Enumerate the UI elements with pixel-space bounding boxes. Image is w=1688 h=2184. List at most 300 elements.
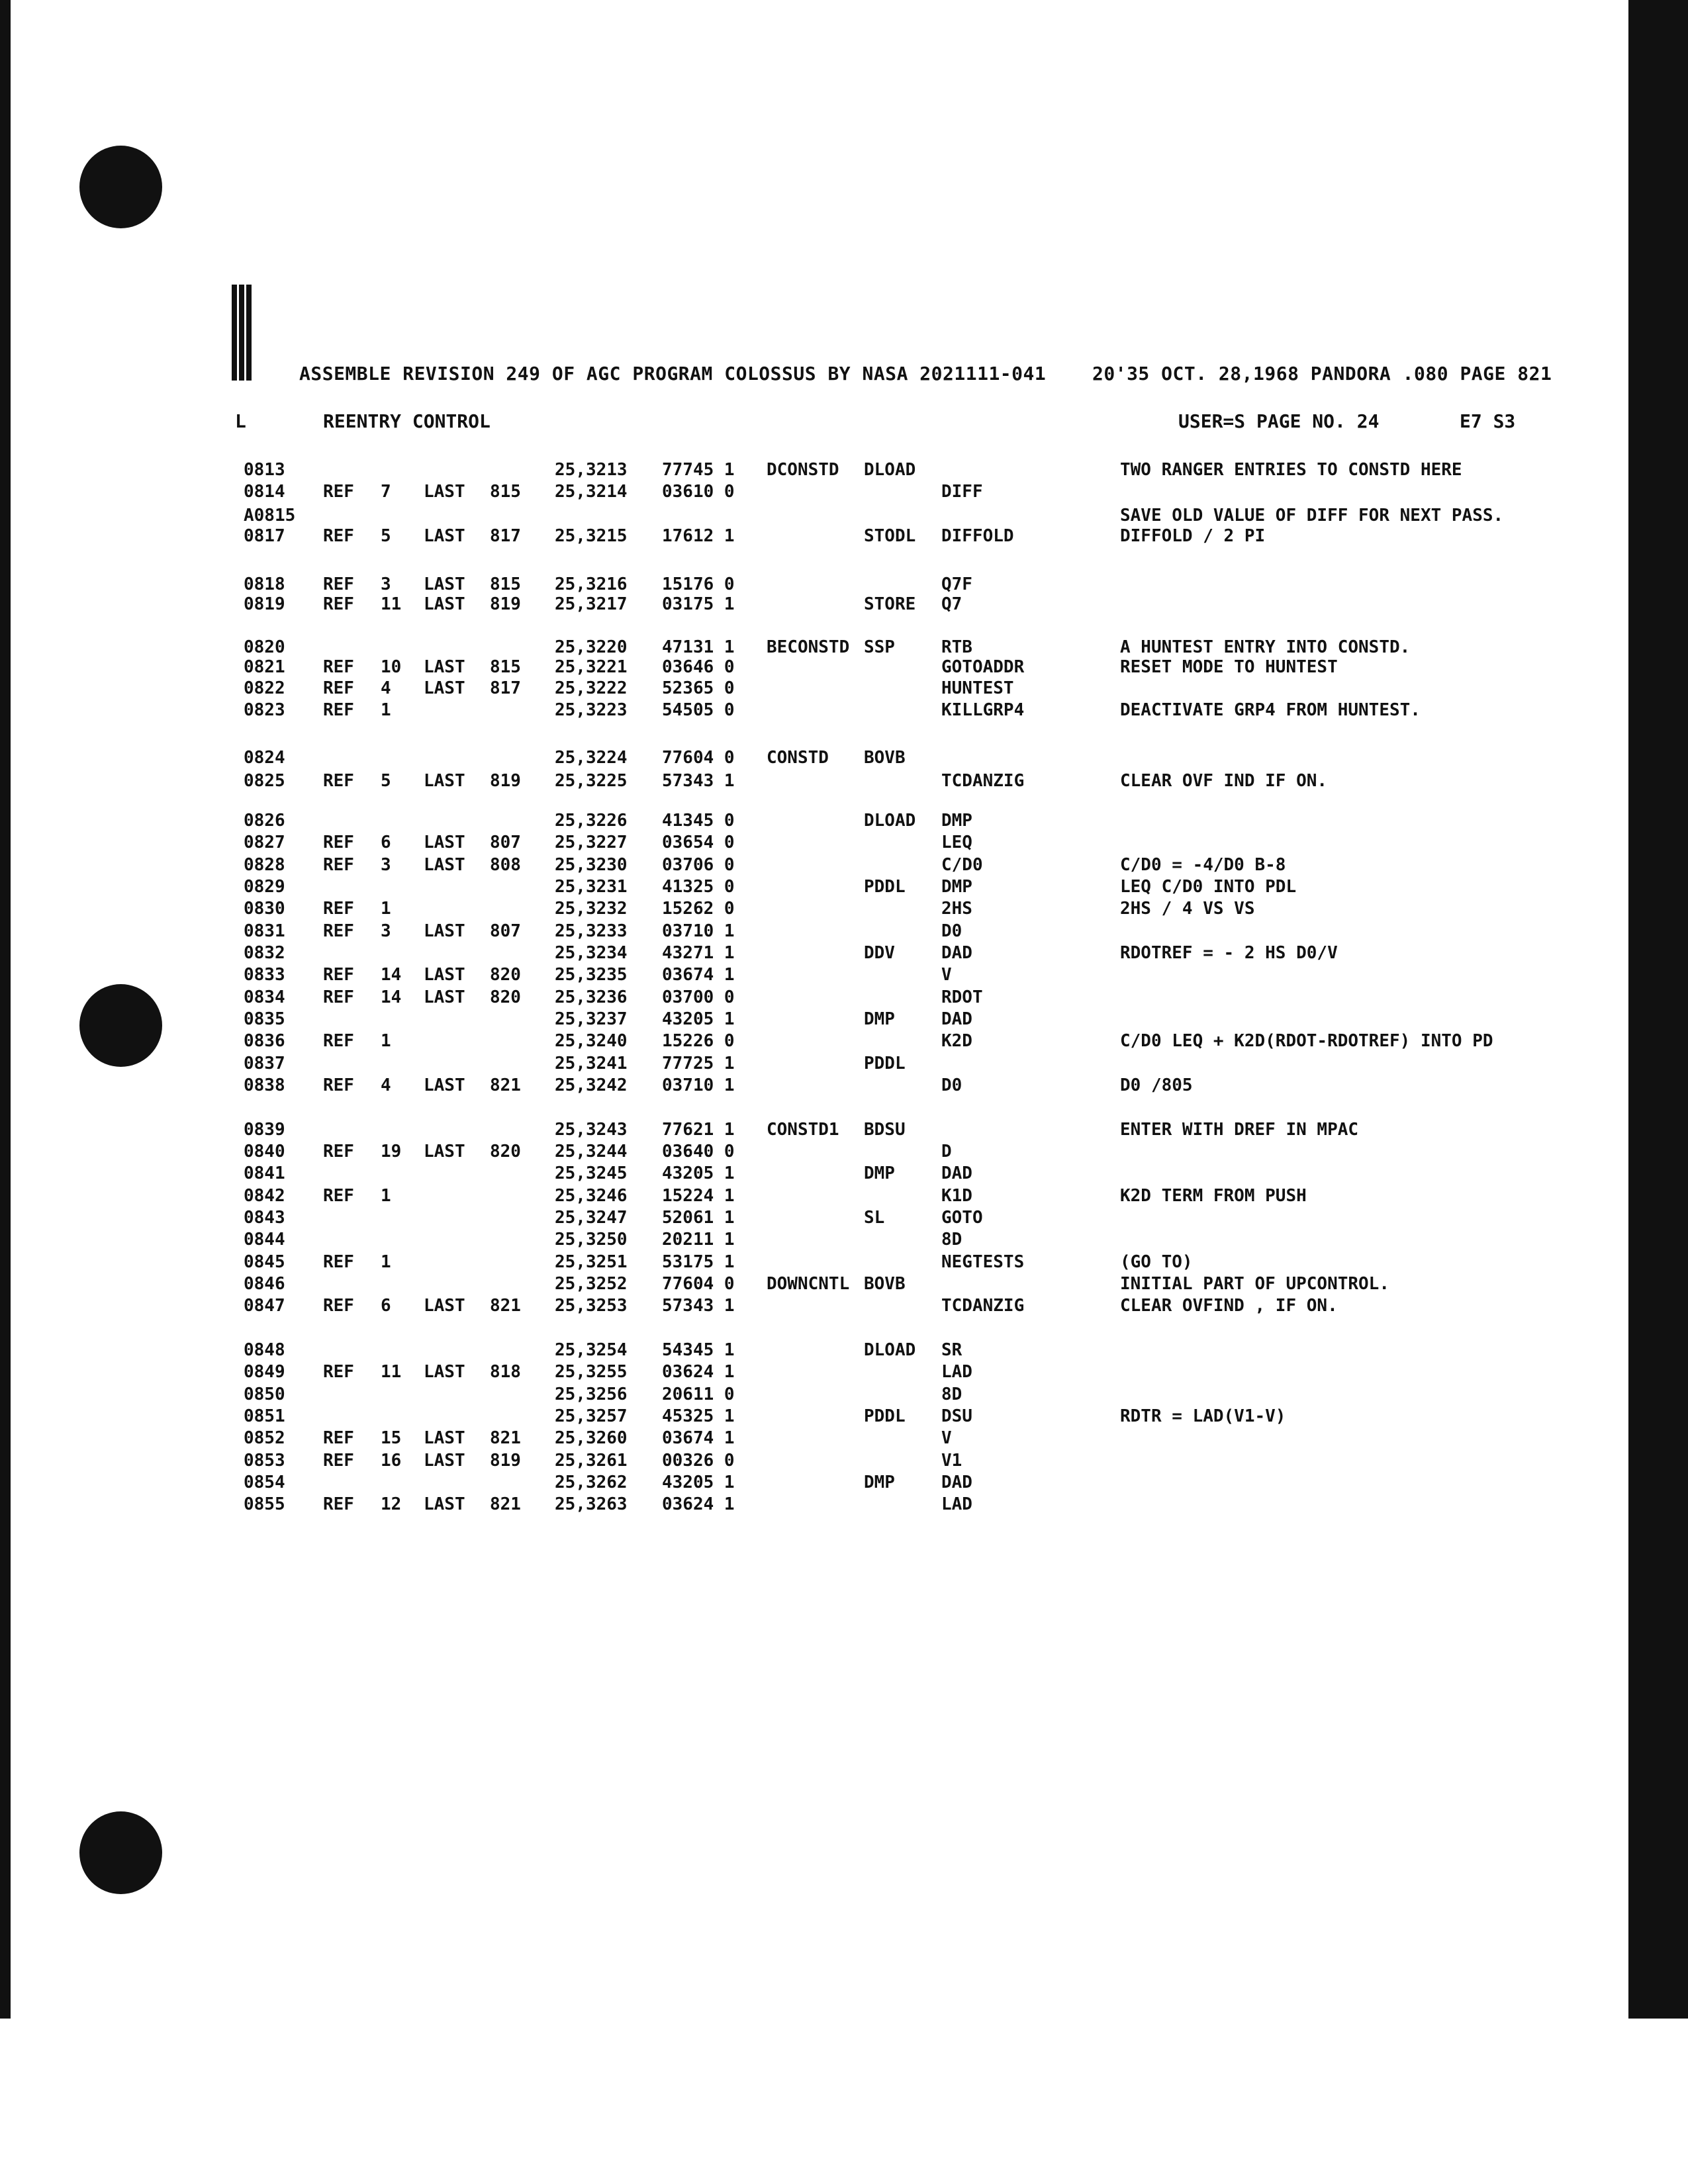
ref-marker: REF [323,965,354,985]
last-line: 815 [490,657,521,677]
ref-marker: REF [323,1075,354,1095]
listing-row [0,1296,1688,1318]
comment: TWO RANGER ENTRIES TO CONSTD HERE [1120,460,1462,480]
line-number: 0847 [244,1296,285,1316]
operand: SR [941,1340,962,1360]
ref-marker: REF [323,1296,354,1316]
last-line: 820 [490,1142,521,1161]
operand: DAD [941,1473,972,1492]
line-number: 0826 [244,811,285,831]
octal-code: 77604 0 [662,1274,735,1294]
last-marker: LAST [424,574,465,594]
octal-code: 54505 0 [662,700,735,720]
listing-row [0,1054,1688,1075]
line-number: 0822 [244,678,285,698]
line-number: 0836 [244,1031,285,1051]
operand: DMP [941,811,972,831]
address: 25,3256 [555,1385,628,1404]
listing-row [0,700,1688,722]
last-marker: LAST [424,678,465,698]
last-line: 807 [490,921,521,941]
address: 25,3215 [555,526,628,546]
ref-count: 15 [381,1428,402,1448]
ref-count: 1 [381,1186,391,1206]
ref-count: 3 [381,855,391,875]
listing-row [0,771,1688,793]
ref-count: 5 [381,526,391,546]
listing-row [0,1362,1688,1384]
line-number: 0828 [244,855,285,875]
octal-code: 03610 0 [662,482,735,502]
operand: HUNTEST [941,678,1014,698]
last-marker: LAST [424,1494,465,1514]
ref-marker: REF [323,1142,354,1161]
listing-row [0,657,1688,679]
operand: K1D [941,1186,972,1206]
line-number: 0814 [244,482,285,502]
bottom-margin [0,2019,1688,2184]
line-number: 0850 [244,1385,285,1404]
last-line: 817 [490,678,521,698]
octal-code: 17612 1 [662,526,735,546]
ref-marker: REF [323,574,354,594]
last-marker: LAST [424,482,465,502]
operand: RTB [941,637,972,657]
last-marker: LAST [424,987,465,1007]
line-number: 0853 [244,1451,285,1471]
operand: D0 [941,921,962,941]
operand: NEGTESTS [941,1252,1025,1272]
octal-code: 77745 1 [662,460,735,480]
line-number: 0840 [244,1142,285,1161]
ref-marker: REF [323,987,354,1007]
operand: RDOT [941,987,983,1007]
operand: 8D [941,1385,962,1404]
address: 25,3221 [555,657,628,677]
octal-code: 57343 1 [662,1296,735,1316]
address: 25,3223 [555,700,628,720]
listing-row [0,1120,1688,1142]
address: 25,3251 [555,1252,628,1272]
assembly-header: ASSEMBLE REVISION 249 OF AGC PROGRAM COLOSSUS BY NASA 2021111-041 [299,363,1047,385]
opcode: STODL [864,526,916,546]
line-number: 0841 [244,1163,285,1183]
ref-marker: REF [323,921,354,941]
last-line: 820 [490,987,521,1007]
ref-count: 4 [381,1075,391,1095]
line-number: 0834 [244,987,285,1007]
line-number: 0813 [244,460,285,480]
comment: LEQ C/D0 INTO PDL [1120,877,1297,897]
line-number: 0821 [244,657,285,677]
last-line: 815 [490,482,521,502]
ref-count: 3 [381,921,391,941]
octal-code: 00326 0 [662,1451,735,1471]
opcode: SL [864,1208,885,1228]
ref-marker: REF [323,1362,354,1382]
address: 25,3226 [555,811,628,831]
operand: LEQ [941,833,972,852]
comment: 2HS / 4 VS VS [1120,899,1255,919]
octal-code: 20611 0 [662,1385,735,1404]
operand: 8D [941,1230,962,1250]
last-line: 808 [490,855,521,875]
address: 25,3227 [555,833,628,852]
label: DCONSTD [767,460,839,480]
address: 25,3214 [555,482,628,502]
octal-code: 41345 0 [662,811,735,831]
address: 25,3263 [555,1494,628,1514]
operand: C/D0 [941,855,983,875]
opcode: SSP [864,637,895,657]
comment: C/D0 LEQ + K2D(RDOT-RDOTREF) INTO PD [1120,1031,1493,1051]
octal-code: 03654 0 [662,833,735,852]
listing-row [0,574,1688,596]
operand: DIFFOLD [941,526,1014,546]
address: 25,3260 [555,1428,628,1448]
last-line: 819 [490,1451,521,1471]
line-number: 0835 [244,1009,285,1029]
opcode: PDDL [864,877,906,897]
last-marker: LAST [424,1362,465,1382]
opcode: DLOAD [864,811,916,831]
line-number: 0845 [244,1252,285,1272]
address: 25,3231 [555,877,628,897]
revision-code: E7 S3 [1460,410,1516,432]
listing-row [0,1340,1688,1362]
comment: RDTR = LAD(V1-V) [1120,1406,1286,1426]
ref-count: 16 [381,1451,402,1471]
ref-marker: REF [323,1186,354,1206]
octal-code: 43205 1 [662,1009,735,1029]
operand: V [941,1428,952,1448]
ref-marker: REF [323,526,354,546]
opcode: PDDL [864,1406,906,1426]
label: BECONSTD [767,637,850,657]
last-line: 819 [490,594,521,614]
octal-code: 53175 1 [662,1252,735,1272]
comment: SAVE OLD VALUE OF DIFF FOR NEXT PASS. [1120,506,1504,525]
listing-row [0,987,1688,1009]
line-number: 0832 [244,943,285,963]
address: 25,3246 [555,1186,628,1206]
opcode: BDSU [864,1120,906,1140]
user-page-number: USER=S PAGE NO. 24 [1178,410,1380,432]
last-marker: LAST [424,594,465,614]
operand: K2D [941,1031,972,1051]
comment: CLEAR OVF IND IF ON. [1120,771,1328,791]
address: 25,3217 [555,594,628,614]
last-line: 817 [490,526,521,546]
listing-row [0,748,1688,770]
line-number: 0825 [244,771,285,791]
ref-marker: REF [323,1451,354,1471]
listing-row [0,877,1688,899]
operand: V1 [941,1451,962,1471]
octal-code: 03175 1 [662,594,735,614]
address: 25,3252 [555,1274,628,1294]
line-number: A0815 [244,506,296,525]
octal-code: 03674 1 [662,965,735,985]
comment: ENTER WITH DREF IN MPAC [1120,1120,1359,1140]
listing-row [0,1252,1688,1274]
octal-code: 03706 0 [662,855,735,875]
last-line: 821 [490,1494,521,1514]
address: 25,3245 [555,1163,628,1183]
address: 25,3224 [555,748,628,768]
octal-code: 43205 1 [662,1163,735,1183]
line-number: 0839 [244,1120,285,1140]
operand: DAD [941,1163,972,1183]
address: 25,3240 [555,1031,628,1051]
comment: A HUNTEST ENTRY INTO CONSTD. [1120,637,1411,657]
ref-count: 12 [381,1494,402,1514]
operand: TCDANZIG [941,771,1025,791]
ref-count: 3 [381,574,391,594]
octal-code: 03640 0 [662,1142,735,1161]
ref-count: 1 [381,1252,391,1272]
ref-marker: REF [323,833,354,852]
octal-code: 52061 1 [662,1208,735,1228]
line-number: 0848 [244,1340,285,1360]
ref-count: 1 [381,899,391,919]
ref-count: 1 [381,1031,391,1051]
octal-code: 15262 0 [662,899,735,919]
operand: LAD [941,1362,972,1382]
ref-count: 14 [381,987,402,1007]
last-marker: LAST [424,1296,465,1316]
opcode: DMP [864,1163,895,1183]
line-number: 0833 [244,965,285,985]
line-number: 0854 [244,1473,285,1492]
address: 25,3250 [555,1230,628,1250]
operand: DAD [941,943,972,963]
address: 25,3235 [555,965,628,985]
last-line: 818 [490,1362,521,1382]
line-number: 0818 [244,574,285,594]
line-number: 0824 [244,748,285,768]
operand: D0 [941,1075,962,1095]
address: 25,3241 [555,1054,628,1073]
listing-row [0,1406,1688,1428]
address: 25,3225 [555,771,628,791]
operand: DMP [941,877,972,897]
ref-count: 1 [381,700,391,720]
listing-row [0,1451,1688,1473]
listing-row [0,1075,1688,1097]
label: CONSTD1 [767,1120,839,1140]
operand: Q7F [941,574,972,594]
octal-code: 03674 1 [662,1428,735,1448]
ref-count: 5 [381,771,391,791]
octal-code: 47131 1 [662,637,735,657]
listing-row [0,1163,1688,1185]
last-marker: LAST [424,921,465,941]
listing-column-l: L [235,410,246,432]
listing-row [0,1473,1688,1494]
line-number: 0846 [244,1274,285,1294]
listing-row [0,1494,1688,1516]
last-marker: LAST [424,1428,465,1448]
opcode: DMP [864,1473,895,1492]
listing-row [0,833,1688,854]
address: 25,3232 [555,899,628,919]
operand: Q7 [941,594,962,614]
last-line: 821 [490,1075,521,1095]
line-number: 0827 [244,833,285,852]
line-number: 0849 [244,1362,285,1382]
ref-count: 19 [381,1142,402,1161]
line-number: 0817 [244,526,285,546]
operand: LAD [941,1494,972,1514]
octal-code: 15226 0 [662,1031,735,1051]
last-marker: LAST [424,771,465,791]
address: 25,3216 [555,574,628,594]
address: 25,3213 [555,460,628,480]
address: 25,3247 [555,1208,628,1228]
ref-marker: REF [323,482,354,502]
listing-row [0,678,1688,700]
comment: RDOTREF = - 2 HS D0/V [1120,943,1338,963]
octal-code: 20211 1 [662,1230,735,1250]
ref-marker: REF [323,1031,354,1051]
address: 25,3262 [555,1473,628,1492]
listing-row [0,1142,1688,1163]
section-title: REENTRY CONTROL [323,410,491,432]
last-line: 807 [490,833,521,852]
operand: TCDANZIG [941,1296,1025,1316]
line-number: 0837 [244,1054,285,1073]
octal-code: 45325 1 [662,1406,735,1426]
listing-row [0,855,1688,877]
octal-code: 03624 1 [662,1494,735,1514]
ref-marker: REF [323,855,354,875]
octal-code: 03624 1 [662,1362,735,1382]
last-line: 820 [490,965,521,985]
address: 25,3230 [555,855,628,875]
ref-marker: REF [323,1252,354,1272]
address: 25,3257 [555,1406,628,1426]
listing-row [0,811,1688,833]
line-number: 0838 [244,1075,285,1095]
opcode: DMP [864,1009,895,1029]
last-line: 815 [490,574,521,594]
octal-code: 03646 0 [662,657,735,677]
operand: GOTOADDR [941,657,1025,677]
opcode: STORE [864,594,916,614]
octal-code: 77621 1 [662,1120,735,1140]
address: 25,3261 [555,1451,628,1471]
address: 25,3253 [555,1296,628,1316]
operand: DAD [941,1009,972,1029]
line-number: 0823 [244,700,285,720]
address: 25,3254 [555,1340,628,1360]
listing-row [0,526,1688,548]
opcode: PDDL [864,1054,906,1073]
line-number: 0830 [244,899,285,919]
line-number: 0831 [244,921,285,941]
ref-count: 11 [381,594,402,614]
ref-marker: REF [323,1428,354,1448]
address: 25,3243 [555,1120,628,1140]
listing-row [0,1208,1688,1230]
listing-row [0,1274,1688,1296]
opcode: BOVB [864,748,906,768]
last-line: 819 [490,771,521,791]
listing-row [0,1031,1688,1053]
comment: INITIAL PART OF UPCONTROL. [1120,1274,1389,1294]
octal-code: 41325 0 [662,877,735,897]
ref-marker: REF [323,1494,354,1514]
last-marker: LAST [424,1451,465,1471]
operand: DIFF [941,482,983,502]
last-marker: LAST [424,526,465,546]
ref-count: 7 [381,482,391,502]
line-number: 0844 [244,1230,285,1250]
listing-row [0,637,1688,659]
ref-marker: REF [323,771,354,791]
ref-count: 11 [381,1362,402,1382]
address: 25,3236 [555,987,628,1007]
listing-row [0,921,1688,943]
run-timestamp-header: 20'35 OCT. 28,1968 PANDORA .080 PAGE 821 [1092,363,1552,385]
listing-row [0,460,1688,482]
comment: CLEAR OVFIND , IF ON. [1120,1296,1338,1316]
label: DOWNCNTL [767,1274,850,1294]
last-marker: LAST [424,657,465,677]
line-number: 0855 [244,1494,285,1514]
comment: D0 /805 [1120,1075,1193,1095]
ref-marker: REF [323,594,354,614]
last-marker: LAST [424,1142,465,1161]
address: 25,3220 [555,637,628,657]
operand: 2HS [941,899,972,919]
address: 25,3244 [555,1142,628,1161]
operand: D [941,1142,952,1161]
address: 25,3237 [555,1009,628,1029]
listing-row [0,1428,1688,1450]
listing-row [0,899,1688,921]
comment: DIFFOLD / 2 PI [1120,526,1266,546]
octal-code: 15224 1 [662,1186,735,1206]
opcode: DDV [864,943,895,963]
line-number: 0852 [244,1428,285,1448]
operand: V [941,965,952,985]
line-number: 0820 [244,637,285,657]
octal-code: 54345 1 [662,1340,735,1360]
address: 25,3233 [555,921,628,941]
last-line: 821 [490,1428,521,1448]
operand: KILLGRP4 [941,700,1025,720]
operand: GOTO [941,1208,983,1228]
ref-count: 10 [381,657,402,677]
ref-marker: REF [323,678,354,698]
comment: K2D TERM FROM PUSH [1120,1186,1307,1206]
octal-code: 03700 0 [662,987,735,1007]
octal-code: 43271 1 [662,943,735,963]
octal-code: 03710 1 [662,921,735,941]
comment: RESET MODE TO HUNTEST [1120,657,1338,677]
octal-code: 77725 1 [662,1054,735,1073]
comment: (GO TO) [1120,1252,1193,1272]
opcode: DLOAD [864,460,916,480]
listing-row [0,1385,1688,1406]
listing-row [0,482,1688,504]
line-number: 0842 [244,1186,285,1206]
listing-row [0,506,1688,527]
listing-row [0,965,1688,987]
listing-row [0,1186,1688,1208]
